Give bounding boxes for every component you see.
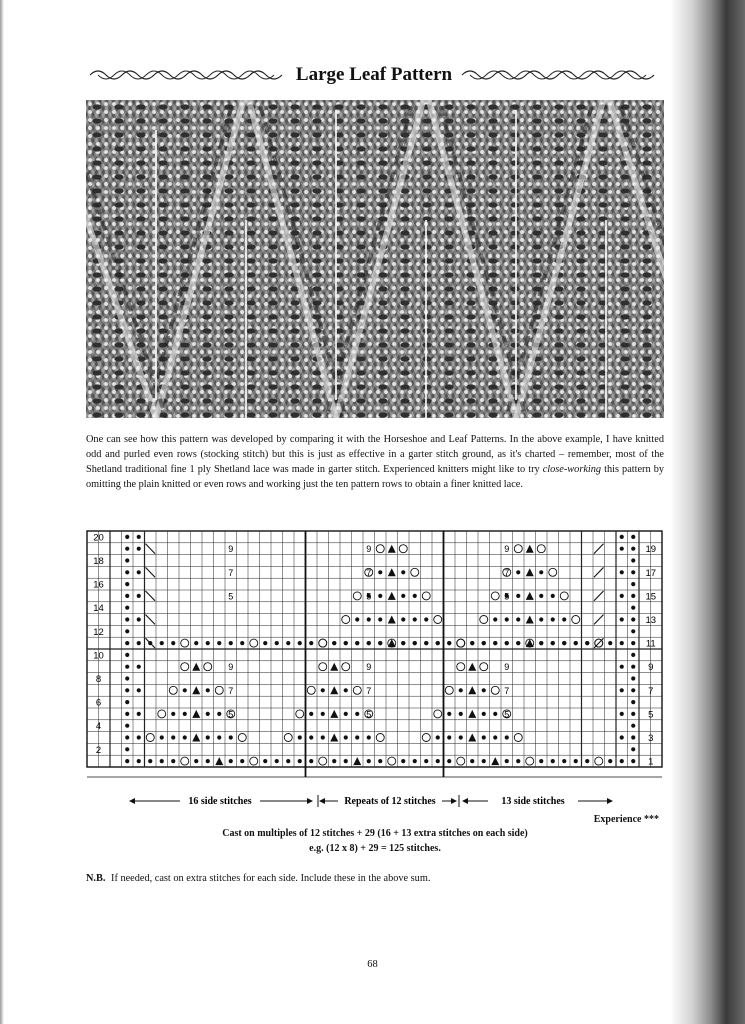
stitch-dot [620,759,624,763]
stitch-dot [436,735,440,739]
stitch-dot [183,688,187,692]
stitch-dot [125,724,129,728]
page-binding-shadow [0,0,4,1024]
left-row-label: 10 [93,650,104,662]
repeat-row-number: 7 [228,685,234,696]
stitch-dot [275,759,279,763]
stitch-dot [447,759,451,763]
stitch-dot [631,735,635,739]
stitch-dot [125,594,129,598]
right-row-label: 5 [648,709,654,721]
stitch-dot [137,594,141,598]
stitch-dot [631,653,635,657]
stitch-dot [401,759,405,763]
page-edge-shadow [670,0,745,1024]
stitch-dot [148,641,152,645]
stitch-dot [183,712,187,716]
stitch-dot [125,676,129,680]
repeat-row-number: 7 [366,685,372,696]
stitch-dot [125,558,129,562]
leaf-motif-overlay [86,100,664,418]
page-title: Large Leaf Pattern [295,64,453,85]
stitch-dot [620,688,624,692]
stitch-dot [148,759,152,763]
repeat-row-number: 5 [228,591,234,602]
stitch-dot [160,735,164,739]
right-side-stitches-label: 13 side stitches [501,796,565,807]
left-row-label: 4 [95,721,102,733]
stitch-dot [125,712,129,716]
stitch-dot [125,606,129,610]
left-row-label: 16 [93,579,104,591]
stitch-dot [125,617,129,621]
stitch-dot [516,570,520,574]
stitch-dot [367,759,371,763]
stitch-dot [631,641,635,645]
repeat-row-number: 9 [366,544,372,555]
stitch-dot [206,688,210,692]
stitch-dot [539,759,543,763]
stitch-dot [298,735,302,739]
stitch-dot [332,641,336,645]
stitch-dot [171,735,175,739]
stitch-dot [401,594,405,598]
stitch-dot [286,759,290,763]
right-row-label: 1 [648,756,654,768]
stitch-dot [229,759,233,763]
stitch-dot [217,712,221,716]
stitch-dot [206,712,210,716]
stitch-dot [620,617,624,621]
stitch-dot [447,641,451,645]
stitch-dot [620,547,624,551]
stitch-dot [539,641,543,645]
stitch-dot [539,617,543,621]
stitch-dot [631,747,635,751]
stitch-dot [125,641,129,645]
nota-bene-note [86,872,664,886]
stitch-dot [551,617,555,621]
stitch-dot [620,641,624,645]
stitch-dot [137,665,141,669]
stitch-dot [355,735,359,739]
stitch-dot [378,570,382,574]
stitch-dot [125,665,129,669]
right-row-label: 7 [648,685,654,697]
repeat-row-number: 9 [228,662,234,673]
nb-label: N.B. [86,873,106,884]
stitch-dot [125,570,129,574]
stitch-dot [631,594,635,598]
stitch-dot [447,735,451,739]
repeat-row-number: 9 [366,662,372,673]
stitch-dot [344,735,348,739]
right-row-label: 3 [648,733,654,744]
stitch-dot [206,735,210,739]
right-row-label: 13 [645,615,657,626]
lace-knitting-photo [86,100,664,418]
stitch-dot [631,535,635,539]
stitch-dot [367,641,371,645]
stitch-dot [240,641,244,645]
left-row-label: 18 [93,556,104,567]
right-row-label: 19 [645,544,657,556]
stitch-dot [309,712,313,716]
stitch-dot [505,617,509,621]
stitch-dot [137,688,141,692]
stitch-dot [574,641,578,645]
stitch-dot [194,759,198,763]
stitch-dot [183,735,187,739]
left-scroll-ornament-icon [88,68,288,82]
stitch-dot [275,641,279,645]
stitch-dot [493,712,497,716]
stitch-dot [447,712,451,716]
stitch-dot [482,688,486,692]
stitch-dot [137,547,141,551]
stitch-dot [367,735,371,739]
stitch-dot [459,688,463,692]
stitch-dot [344,688,348,692]
stitch-dot [631,700,635,704]
stitch-dot [171,641,175,645]
right-row-label: 9 [648,662,654,674]
stitch-dot [125,547,129,551]
stitch-dot [459,712,463,716]
title-row [84,62,664,88]
nb-text: If needed, cast on extra stitches for each side. Include these in the above sum. [111,873,431,884]
stitch-dot [620,735,624,739]
stitch-dot [493,617,497,621]
stitch-dot [401,617,405,621]
page-number: 68 [367,959,378,970]
stitch-dot [137,617,141,621]
stitch-dot [367,617,371,621]
stitch-dot [631,688,635,692]
stitch-dot [355,617,359,621]
stitch-dot [378,617,382,621]
repeat-row-number: 9 [228,544,234,555]
left-row-label: 14 [93,603,104,615]
repeat-row-number: 5 [504,591,510,602]
stitch-dot [240,759,244,763]
stitch-dot [620,570,624,574]
stitch-dot [125,735,129,739]
stitch-dot [516,594,520,598]
stitch-dot [344,759,348,763]
repeat-row-number: 9 [504,662,510,673]
stitch-dot [516,759,520,763]
stitch-dot [620,535,624,539]
stitch-dot [229,735,233,739]
stitch-dot [263,641,267,645]
stitch-dot [631,759,635,763]
stitch-dot [459,735,463,739]
stitch-dot [562,641,566,645]
stitch-dot [125,759,129,763]
stitch-dot [482,735,486,739]
stitch-dot [551,594,555,598]
stitch-dot [321,688,325,692]
stitch-dot [620,665,624,669]
stitch-dot [137,570,141,574]
stitch-dot [137,535,141,539]
stitch-dot [539,570,543,574]
intro-paragraph: One can see how this pattern was developed by comparing it with the Horseshoe and Leaf Patterns. In the above example, I have knitted odd and purled even rows (stocking stitch) but this is just as effective in a garter stitch ground, as it's charted – remember, most of the Shetland traditional fine 1 ply Shetland lace was made in garter stitch. Experienced knitters might like to try close-working this pattern by omitting the plain knitted or even rows and working just the ten pattern rows to obtain a finer knitted lace. [86,434,664,490]
stitch-dot [436,759,440,763]
stitch-dot [125,535,129,539]
left-row-label: 20 [93,532,104,544]
repeat-row-number: 7 [504,685,510,696]
repeat-row-number: 7 [366,567,372,578]
stitch-dot [424,617,428,621]
stitch-dot [424,641,428,645]
stitch-dot [470,641,474,645]
stitch-dot [309,759,313,763]
stitch-dot [516,641,520,645]
stitch-dot [355,712,359,716]
stitch-dot [378,594,382,598]
stitch-dot [378,759,382,763]
stitch-dot [401,641,405,645]
stitch-dot [493,641,497,645]
stitch-dot [585,641,589,645]
cast-on-example: e.g. (12 x 8) + 29 = 125 stitches. [309,843,441,854]
stitch-dot [344,712,348,716]
repeat-row-number: 7 [504,567,510,578]
stitch-dot [631,570,635,574]
stitch-dot [413,594,417,598]
stitch-dot [551,759,555,763]
repeat-row-number: 5 [366,591,372,602]
repeat-row-number: 5 [504,709,510,720]
stitch-dot [631,629,635,633]
stitch-dot [217,641,221,645]
repeat-row-number: 7 [228,567,234,578]
left-row-label: 2 [95,744,102,756]
right-row-label: 17 [645,567,657,579]
stitch-dot [482,641,486,645]
stitch-dot [229,641,233,645]
stitch-dot [125,747,129,751]
stitch-dot [631,558,635,562]
repeat-row-number: 5 [228,709,234,720]
close-working-term: close-working [542,464,602,475]
knitting-chart [86,530,664,790]
stitch-dot [160,759,164,763]
stitch-dot [344,641,348,645]
left-side-stitches-label: 16 side stitches [188,796,252,807]
stitch-dot [631,724,635,728]
stitch-dot [298,759,302,763]
stitch-dot [171,759,175,763]
left-row-label: 8 [95,674,102,685]
left-row-label: 12 [93,626,104,638]
stitch-dot [160,641,164,645]
stitch-dot [125,629,129,633]
right-scroll-ornament-icon [460,68,660,82]
cast-on-instructions [86,826,664,856]
stitch-dot [631,547,635,551]
left-row-label: 6 [95,697,102,709]
stitch-dot [493,735,497,739]
stitch-dot [137,641,141,645]
stitch-dot [516,617,520,621]
stitch-dot [413,617,417,621]
stitch-dot [562,759,566,763]
stitch-dot [263,759,267,763]
stitch-dot [482,759,486,763]
cast-on-line-1: Cast on multiples of 12 stitches + 29 (16 + 13 extra stitches on each side) [222,828,528,839]
stitch-dot [620,712,624,716]
right-row-label: 15 [645,591,657,603]
stitch-dot [413,759,417,763]
stitch-dot [321,712,325,716]
stitch-dot [436,641,440,645]
stitch-dot [401,570,405,574]
stitch-dot [125,700,129,704]
stitch-dot [608,759,612,763]
stitch-dot [286,641,290,645]
stitch-dot [505,735,509,739]
stitch-dot [125,582,129,586]
stitch-dot [298,641,302,645]
stitch-dot [631,665,635,669]
stitch-dot [505,759,509,763]
stitch-dot [585,759,589,763]
stitch-dot [551,641,555,645]
repeat-row-number: 5 [366,709,372,720]
stitch-dot [413,641,417,645]
knitting-chart-grid [86,530,664,790]
stitch-dot [355,641,359,645]
stitch-dot [309,641,313,645]
stitch-dot [206,759,210,763]
stitch-dot [505,641,509,645]
stitch-dot [620,594,624,598]
experience-rating: Experience *** [593,814,659,825]
stitch-dot [631,582,635,586]
stitch-dot [309,735,313,739]
repeat-row-number: 9 [504,544,510,555]
stitch-dot [137,735,141,739]
stitch-dot [470,759,474,763]
stitch-dot [137,759,141,763]
stitch-dot [631,617,635,621]
stitch-dot [574,759,578,763]
stitch-dot [206,641,210,645]
stitch-dot [194,641,198,645]
stitch-dot [631,712,635,716]
stitch-dot [332,759,336,763]
stitch-dot [608,641,612,645]
stitch-extents [126,794,616,808]
stitch-dot [424,759,428,763]
stitch-dot [125,653,129,657]
stitch-dot [137,712,141,716]
stitch-dot [539,594,543,598]
stitch-dot [217,735,221,739]
repeat-stitches-label: Repeats of 12 stitches [344,796,436,807]
stitch-dot [562,617,566,621]
stitch-dot [482,712,486,716]
right-row-label: 11 [645,638,656,650]
stitch-dot [125,688,129,692]
stitch-dot [631,606,635,610]
stitch-dot [171,712,175,716]
stitch-dot [378,641,382,645]
stitch-dot [321,735,325,739]
stitch-dot [631,676,635,680]
